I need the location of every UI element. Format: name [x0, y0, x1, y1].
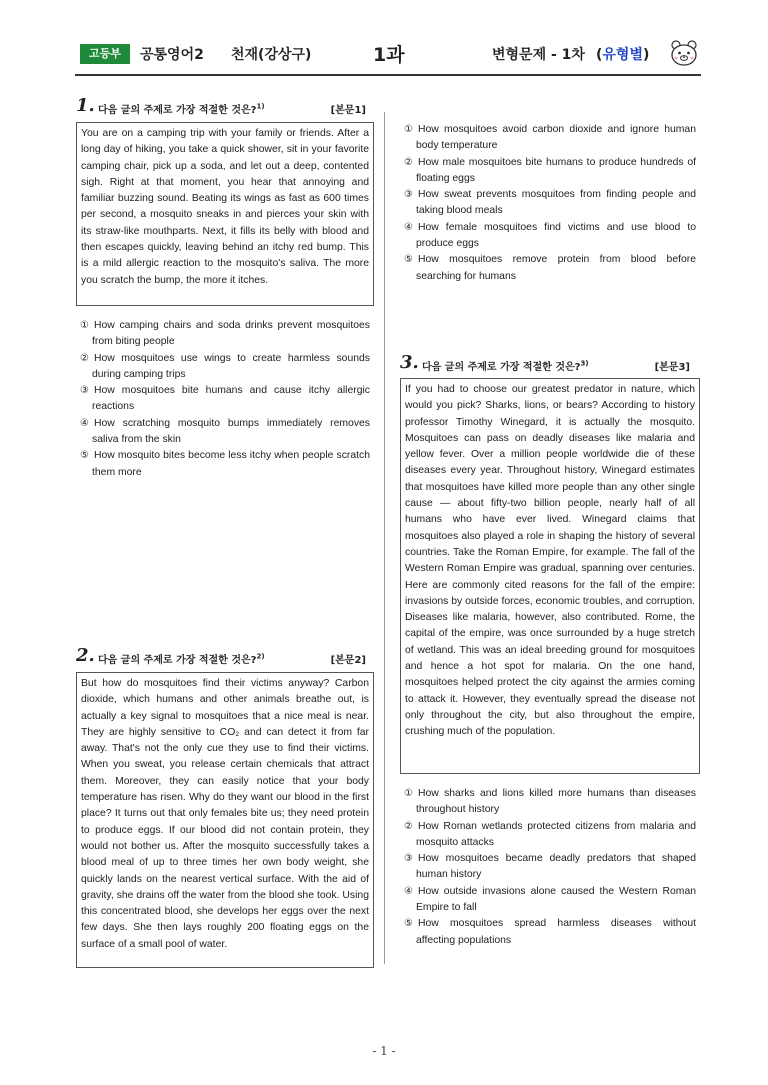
footnote-ref: 2) — [256, 652, 265, 661]
option-2[interactable]: ② How Roman wetlands protected citizens from malaria and mosquito attacks — [404, 820, 696, 848]
option-3[interactable]: ③ How mosquitoes became deadly predators that shaped human history — [404, 853, 696, 881]
footnote-ref: 1) — [256, 102, 265, 111]
question-3-passage: If you had to choose our greatest predator in nature, which would you pick? Sharks, lions, or bears? According to history professor Timothy Winegard, it is actually the mosquito. Mosquitoes can pass on deadly diseases like malaria and yellow fever. Over a million people worldwide die of these diseases every year. Throughout history, Winegard estimates that mosquitoes have killed more people than any other single cause — about fifty-two billion people, nearly half of all humans who have ever lived. Winegard claims that mosquitoes also played a role in shaping the history of several countries. Take the Roman Empire, for example. The fall of the Western Roman Empire was gradual, spanning over centuries. Here are commonly cited reasons for the fall of the empire: invasions by outside forces, economic troubles, and corruption. Diseases like malaria, however, also contributed. Rome, the capital of the empire, was once surrounded by a huge stretch of wetland. This was an ideal breeding ground for mosquitoes and hence a hot spot for malaria. On the one hand, mosquitoes helped protect the city against the armies coming to attack it. However, they eventually spread the disease not only throughout the city, but also throughout the empire, crushing much of the population. — [400, 378, 700, 774]
question-3-options — [404, 786, 696, 949]
option-5[interactable]: ⑤ How mosquitoes remove protein from blood before searching for humans — [404, 254, 696, 282]
page-number: - 1 - — [372, 1044, 396, 1058]
question-number: 2. — [76, 645, 95, 666]
page-header — [80, 40, 700, 70]
option-1[interactable]: ① How camping chairs and soda drinks prevent mosquitoes from biting people — [80, 320, 370, 348]
question-3-header — [400, 354, 690, 376]
option-1[interactable]: ① How mosquitoes avoid carbon dioxide and ignore human body temperature — [404, 124, 696, 152]
passage-tag: [본문1] — [330, 105, 366, 116]
column-divider — [384, 112, 385, 964]
option-2[interactable]: ② How male mosquitoes bite humans to produce hundreds of floating eggs — [404, 156, 696, 184]
test-label: 변형문제 - 1차 — [492, 47, 585, 63]
question-2-passage: But how do mosquitoes find their victims anyway? Carbon dioxide, which humans and other animals breathe out, is actually a key signal to mosquitoes that a nice meal is near. They are highly sensitive to CO₂ and can detect it from far away. That's not the only cue they use to find their victims. When you sweat, you release certain chemicals that attract them. Moreover, they can easily notice that your body temperature has risen. Why do they want our blood in the first place? It turns out that only females bite us; they need protein to produce eggs. If our blood did not contain protein, they would not bother us. After the mosquito successfully takes a blood meal of up to three times her own body weight, she quickly lands on the nearest vertical surface. With the aid of gravity, she drains off the water from the blood she took. Using this concentrated blood, she develops her eggs over the next few days. She then lays roughly 200 floating eggs on the surface of a small pool of water. — [76, 672, 374, 968]
option-1[interactable]: ① How sharks and lions killed more humans than diseases throughout history — [404, 788, 696, 816]
option-5[interactable]: ⑤ How mosquitoes spread harmless diseases without affecting populations — [404, 918, 696, 946]
option-4[interactable]: ④ How scratching mosquito bumps immediately removes saliva from the skin — [80, 417, 370, 446]
option-4[interactable]: ④ How outside invasions alone caused the Western Roman Empire to fall — [404, 885, 696, 914]
option-3[interactable]: ③ How sweat prevents mosquitoes from finding people and taking blood meals — [404, 189, 696, 217]
question-number: 1. — [76, 95, 95, 116]
question-prompt: 다음 글의 주제로 가장 적절한 것은?$^{1)}$ — [98, 102, 265, 116]
passage-tag: [본문3] — [654, 362, 690, 373]
passage-tag: [본문2] — [330, 655, 366, 666]
question-2-options — [404, 122, 696, 285]
question-1-options — [80, 318, 370, 481]
option-4[interactable]: ④ How female mosquitoes find victims and use blood to produce eggs — [404, 221, 696, 250]
option-5[interactable]: ⑤ How mosquito bites become less itchy when people scratch them more — [80, 450, 370, 478]
question-2-header — [76, 647, 366, 669]
bear-mascot-icon — [668, 38, 700, 68]
question-1-passage: You are on a camping trip with your family or friends. After a long day of hiking, you take a quick shower, sit in your favorite camping chair, pick up a soda, and let out a deep, contented sigh. Right at that moment, you hear that annoying and familiar buzzing sound. Beating its wings as fast as 600 times per second, a mosquito sneaks in and pierces your skin with its straw-like mouthparts. Next, it fills its belly with blood and then escapes quickly, leaving behind an itchy red bump. This is a mild allergic reaction to the mosquito's saliva. The more you scratch the bump, the more it itches. — [76, 122, 374, 306]
lesson-title: 1과 — [373, 44, 405, 66]
question-1-header — [76, 97, 366, 119]
question-number: 3. — [400, 352, 419, 373]
level-badge: 고등부 — [80, 44, 130, 64]
publisher-label: 천재(강상구) — [231, 47, 312, 63]
subject-title: 공통영어2 — [140, 47, 204, 63]
question-type-label: (유형별) — [596, 47, 650, 63]
option-2[interactable]: ② How mosquitoes use wings to create harmless sounds during camping trips — [80, 352, 370, 380]
header-divider — [75, 74, 701, 76]
question-prompt: 다음 글의 주제로 가장 적절한 것은?$^{3)}$ — [422, 359, 589, 373]
option-3[interactable]: ③ How mosquitoes bite humans and cause itchy allergic reactions — [80, 385, 370, 413]
question-prompt: 다음 글의 주제로 가장 적절한 것은?$^{2)}$ — [98, 652, 265, 666]
footnote-ref: 3) — [580, 359, 589, 368]
